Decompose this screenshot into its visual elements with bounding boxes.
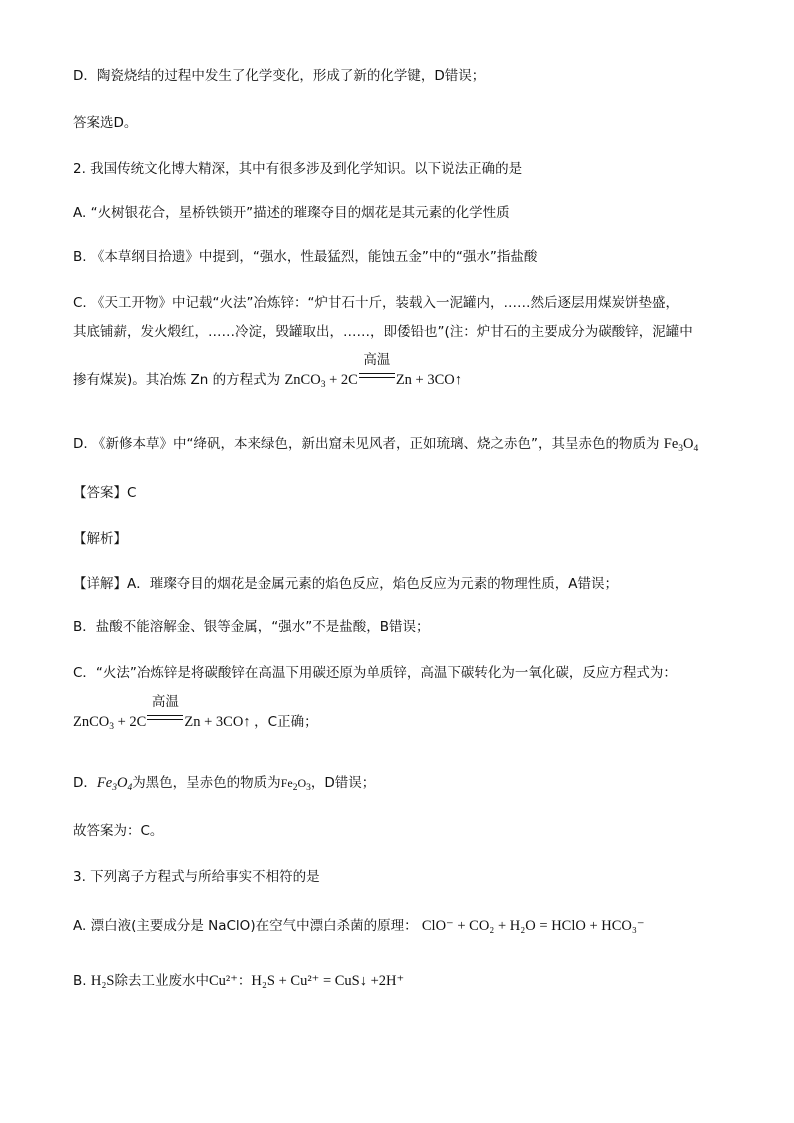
detail-d (73, 774, 375, 792)
text: D． (73, 775, 97, 791)
option-b (73, 972, 404, 990)
option-c-equation-line (73, 352, 462, 390)
text: 除去工业废水中 (114, 973, 209, 989)
detail-b: B．盐酸不能溶解金、银等金属，“强水”不是盐酸，B错误； (73, 619, 430, 635)
chemical-equation: ClO⁻ + CO₂ + H₂O = HClO + HCO₃⁻ (421, 918, 645, 934)
chemical-formula: H₂S (90, 973, 115, 989)
option-a: A. “火树银花合，星桥铁锁开”描述的璀璨夺目的烟花是其元素的化学性质 (73, 205, 510, 221)
formula-part: + 2C (325, 372, 358, 388)
text: D. 《新修本草》中“绛矾，本来绿色，新出窟未见风者，正如琉璃、烧之赤色”，其呈赤色的物质为 (73, 436, 660, 452)
formula-part: ZnCO (73, 714, 110, 730)
chemical-equation: H₂S + Cu²⁺ = CuS↓ +2H⁺ (251, 973, 405, 989)
formula-part: Zn + 3CO↑ (395, 372, 462, 388)
option-d (73, 435, 698, 453)
formula-part: ZnCO (284, 372, 321, 388)
reaction-condition (147, 694, 183, 726)
subscript: 3 (320, 380, 326, 390)
chemical-formula: $Fe_3O_4$ (663, 436, 699, 454)
option-c: 其底铺薪，发火煅红，……冷淀，毁罐取出，……，即倭铅也”(注：炉甘石的主要成分为碳酸锌，泥罐中 (73, 324, 693, 340)
chemical-formula: Cu²⁺ (208, 973, 238, 989)
text: 掺有煤炭)。其冶炼 Zn 的方程式为 (73, 372, 281, 388)
chemical-equation (284, 352, 462, 390)
text: B. (73, 973, 91, 989)
condition-label: 高温 (363, 352, 391, 368)
text: A. 漂白液(主要成分是 NaClO)在空气中漂白杀菌的原理： (73, 918, 418, 934)
text: ： (237, 973, 252, 989)
chemical-formula: $Fe_2O_3$ (280, 776, 311, 793)
text: ，D错误； (310, 775, 376, 791)
text-line: 答案选D。 (73, 115, 138, 131)
detail-c: C．“火法”冶炼锌是将碳酸锌在高温下用碳还原为单质锌，高温下碳转化为一氧化碳，反应方程式为： (73, 665, 677, 681)
equal-sign-icon (147, 715, 183, 720)
text: ，C正确； (254, 714, 318, 730)
reaction-condition (359, 352, 395, 384)
question-stem: 3. 下列离子方程式与所给事实不相符的是 (73, 869, 320, 885)
condition-label: 高温 (151, 694, 179, 710)
option-b: B. 《本草纲目拾遗》中提到，“强水，性最猛烈，能蚀五金”中的“强水”指盐酸 (73, 249, 538, 265)
option-c: C. 《天工开物》中记载“火法”冶炼锌：“炉甘石十斤，装载入一泥罐内，……然后逐层用煤炭饼垫盛， (73, 295, 679, 311)
detail-a: 【详解】A．璀璨夺目的烟花是金属元素的焰色反应，焰色反应为元素的物理性质，A错误； (73, 576, 618, 592)
chemical-equation (73, 694, 254, 732)
formula-part: + 2C (114, 714, 147, 730)
answer-label: 【答案】C (73, 485, 137, 501)
subscript: 3 (109, 722, 114, 732)
final-answer: 故答案为：C。 (73, 823, 164, 839)
equal-sign-icon (359, 373, 395, 378)
text: 为黑色，呈赤色的物质为 (132, 775, 281, 791)
option-a (73, 917, 645, 935)
detail-c-equation (73, 694, 318, 732)
chemical-formula: $Fe_3O_4$ (96, 775, 133, 793)
question-stem: 2. 我国传统文化博大精深，其中有很多涉及到化学知识。以下说法正确的是 (73, 161, 523, 177)
text-line: D．陶瓷烧结的过程中发生了化学变化，形成了新的化学键，D错误； (73, 68, 486, 84)
analysis-label: 【解析】 (73, 531, 127, 547)
formula-part: Zn + 3CO↑ (184, 714, 251, 730)
